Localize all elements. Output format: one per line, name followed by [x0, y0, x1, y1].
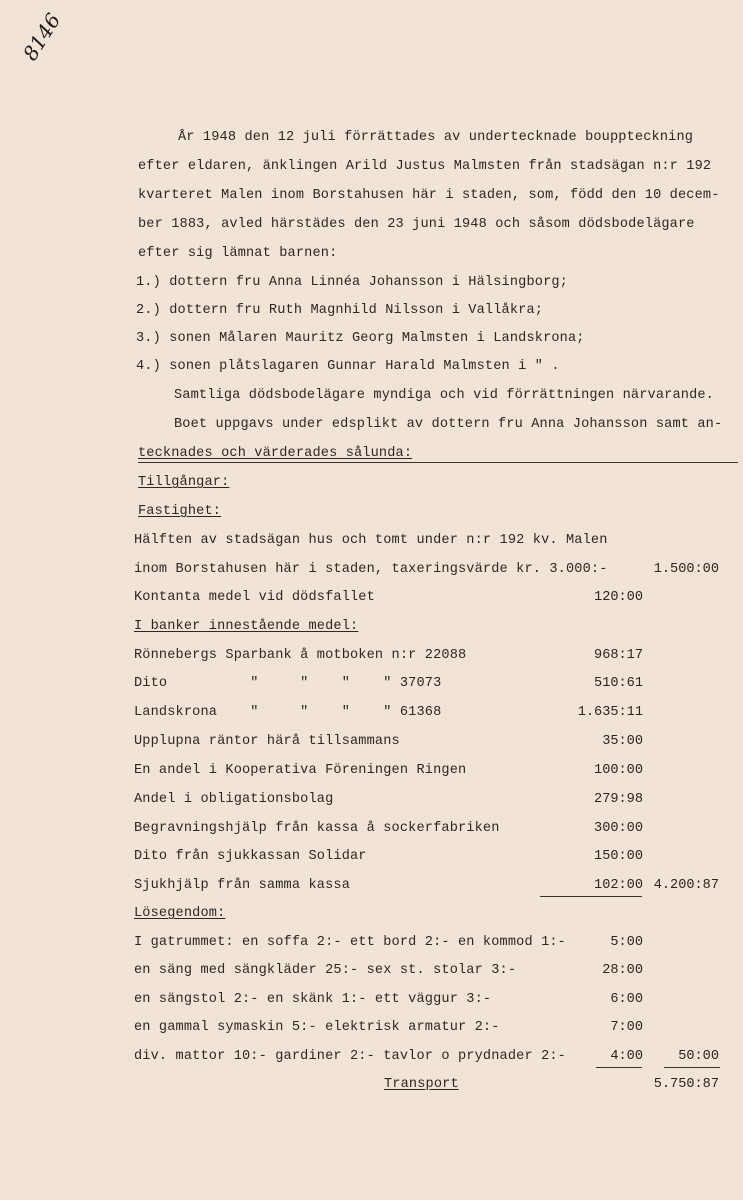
assets-heading: Tillgångar:: [138, 475, 230, 490]
movables-rule: [596, 1067, 642, 1068]
movable-row-value: 7:00: [610, 1020, 643, 1035]
property-line-2: inom Borstahusen här i staden, taxeringsvärde kr. 3.000:-: [134, 562, 608, 577]
account-row-value: 279:98: [594, 792, 643, 807]
heir-3: 3.) sonen Målaren Mauritz Georg Malmsten i Landskrona;: [136, 331, 585, 346]
account-row-value: 102:00: [594, 878, 643, 893]
account-row-label: Dito från sjukkassan Solidar: [134, 849, 367, 864]
account-row-value: 100:00: [594, 763, 643, 778]
margin-handwritten-number: 8146: [18, 8, 66, 65]
cash-value: 120:00: [594, 590, 643, 605]
banks-total: 4.200:87: [653, 878, 719, 893]
section-rule: [138, 462, 738, 463]
movable-row-value: 4:00: [610, 1049, 643, 1064]
movable-row-label: en säng med sängkläder 25:- sex st. stolar 3:-: [134, 963, 517, 978]
intro-line-4: ber 1883, avled härstädes den 23 juni 1948 och såsom dödsbodelägare: [138, 217, 695, 232]
heir-4: 4.) sonen plåtslagaren Gunnar Harald Malmsten i " .: [136, 359, 560, 374]
heir-2: 2.) dottern fru Ruth Magnhild Nilsson i Vallåkra;: [136, 303, 544, 318]
account-row-value: 1.635:11: [577, 705, 643, 720]
intro-line-2: efter eldaren, änklingen Arild Justus Malmsten från stadsägan n:r 192: [138, 159, 712, 174]
movable-row-value: 6:00: [610, 992, 643, 1007]
account-row-label: Sjukhjälp från samma kassa: [134, 878, 350, 893]
subtotal-rule: [540, 896, 642, 897]
oath-line-2: tecknades och värderades sålunda:: [138, 446, 413, 461]
oath-line-1: Boet uppgavs under edsplikt av dottern fru Anna Johansson samt an-: [174, 417, 723, 432]
movables-heading: Lösegendom:: [134, 906, 226, 921]
account-row-label: En andel i Kooperativa Föreningen Ringen: [134, 763, 467, 778]
movable-row-label: en gammal symaskin 5:- elektrisk armatur 2:-: [134, 1020, 500, 1035]
cash-label: Kontanta medel vid dödsfallet: [134, 590, 375, 605]
intro-line-3: kvarteret Malen inom Borstahusen här i staden, som, född den 10 decem-: [138, 188, 720, 203]
account-row-value: 35:00: [602, 734, 643, 749]
movables-total: 50:00: [678, 1049, 719, 1064]
banks-heading: I banker innestående medel:: [134, 619, 359, 634]
account-row-value: 300:00: [594, 821, 643, 836]
present-statement: Samtliga dödsbodelägare myndiga och vid förrättningen närvarande.: [174, 388, 714, 403]
movable-row-label: en sängstol 2:- en skänk 1:- ett väggur 3:-: [134, 992, 492, 1007]
movable-row-label: div. mattor 10:- gardiner 2:- tavlor o prydnader 2:-: [134, 1049, 566, 1064]
intro-line-1: År 1948 den 12 juli förrättades av undertecknade bouppteckning: [178, 130, 694, 145]
account-row-value: 968:17: [594, 648, 643, 663]
heir-1: 1.) dottern fru Anna Linnéa Johansson i Hälsingborg;: [136, 275, 568, 290]
movable-row-value: 28:00: [602, 963, 643, 978]
account-row-value: 150:00: [594, 849, 643, 864]
movable-row-value: 5:00: [610, 935, 643, 950]
account-row-label: Dito " " " " 37073: [134, 676, 442, 691]
transport-value: 5.750:87: [653, 1077, 719, 1092]
property-total: 1.500:00: [653, 562, 719, 577]
movables-total-rule: [664, 1067, 720, 1068]
account-row-value: 510:61: [594, 676, 643, 691]
property-heading: Fastighet:: [138, 504, 222, 519]
account-row-label: Begravningshjälp från kassa å sockerfabriken: [134, 821, 500, 836]
property-line-1: Hälften av stadsägan hus och tomt under n:r 192 kv. Malen: [134, 533, 608, 548]
account-row-label: Upplupna räntor härå tillsammans: [134, 734, 400, 749]
account-row-label: Rönnebergs Sparbank å motboken n:r 22088: [134, 648, 467, 663]
intro-line-5: efter sig lämnat barnen:: [138, 246, 338, 261]
account-row-label: Andel i obligationsbolag: [134, 792, 334, 807]
account-row-label: Landskrona " " " " 61368: [134, 705, 442, 720]
movable-row-label: I gatrummet: en soffa 2:- ett bord 2:- en kommod 1:-: [134, 935, 566, 950]
transport-label: Transport: [384, 1077, 459, 1092]
